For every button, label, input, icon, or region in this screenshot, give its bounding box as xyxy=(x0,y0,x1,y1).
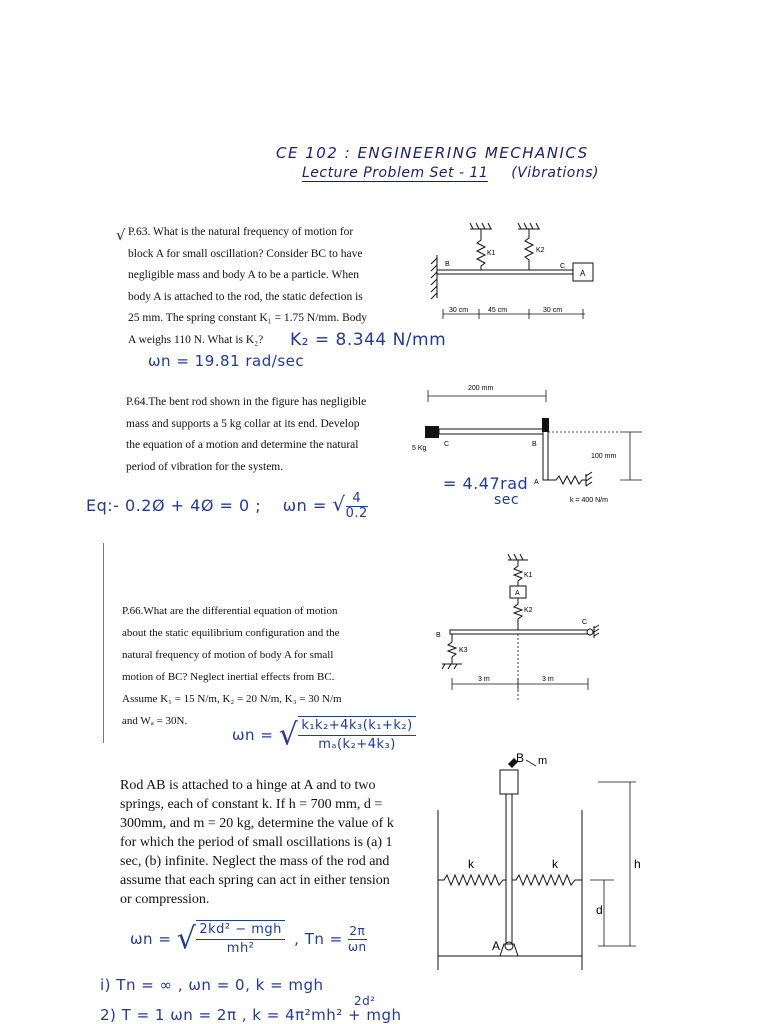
spring-k2 xyxy=(525,229,533,270)
p64-answer-eq: Eq:- 0.2Ø + 4Ø = 0 ; xyxy=(86,496,262,515)
collar-5kg xyxy=(425,426,439,438)
label-a: A xyxy=(580,269,586,278)
rod-wn-lhs: ωn = xyxy=(130,930,172,948)
label-c: C xyxy=(582,619,588,626)
rod-line: sec, (b) infinite. Neglect the mass of the rod and xyxy=(120,854,390,869)
p63-line: 25 mm. The spring constant K₁ = 1.75 N/mm. Body xyxy=(128,312,367,324)
p66-answer-lhs: ωn = xyxy=(232,726,274,744)
block-m xyxy=(500,770,518,794)
rod-line: for which the period of small oscillations is (a) 1 xyxy=(120,835,393,850)
rod-bc xyxy=(450,630,590,634)
p64-line: period of vibration for the system. xyxy=(126,460,284,473)
p66-line: about the static equilibrium configuration and the xyxy=(122,627,340,639)
label-b: B xyxy=(516,751,525,765)
label-k-right: k xyxy=(552,857,558,871)
rod-line: or compression. xyxy=(120,892,210,907)
label-m: m xyxy=(538,755,548,767)
rod-line: assume that each spring can act in either tension xyxy=(120,873,390,888)
rod-figure xyxy=(430,748,660,970)
subtitle-main: Lecture Problem Set - 11 xyxy=(302,165,489,181)
p63-answer-wn: ωn = 19.81 rad/sec xyxy=(148,352,305,370)
rod-line: Rod AB is attached to a hinge at A and to two xyxy=(120,778,376,793)
checkmark-icon: √ xyxy=(116,226,127,244)
spring-right xyxy=(512,875,582,885)
rod-wn-num: 2kd² − mgh xyxy=(196,921,285,940)
label-b: B xyxy=(445,261,450,268)
spring-k xyxy=(548,476,586,484)
label-c: C xyxy=(560,263,566,270)
rod-tn-lhs: , Tn = xyxy=(294,930,343,948)
lecture-subtitle xyxy=(302,165,599,181)
label-a: A xyxy=(492,939,501,953)
margin-line xyxy=(103,543,104,743)
rod-wn-den: mh² xyxy=(226,941,255,956)
p64-answer-wn: ωn = xyxy=(282,496,327,515)
rod-answer-line1: i) Tn = ∞ , ωn = 0, k = mgh xyxy=(100,976,324,994)
sqrt-icon: √ xyxy=(176,921,197,957)
label-k2: K2 xyxy=(536,247,545,254)
rod-line: 300mm, and m = 20 kg, determine the value of k xyxy=(120,816,394,831)
rod-ab xyxy=(506,794,512,946)
p63-line: block A for small oscillation? Consider BC to have xyxy=(128,247,363,260)
label-k-left: k xyxy=(468,857,474,871)
p66-text xyxy=(122,600,407,732)
label-h: h xyxy=(634,857,641,871)
p64-figure xyxy=(410,378,660,508)
p64-text xyxy=(126,392,406,478)
p64-line: the equation of a motion and determine the natural xyxy=(126,439,359,451)
label-5kg: 5 Kg xyxy=(412,445,427,452)
p63-line: body A is attached to the rod, the static defection is xyxy=(128,290,363,303)
label-k2: K2 xyxy=(524,607,533,614)
label-b: B xyxy=(532,441,537,448)
rod-answer-line2: 2) T = 1 ωn = 2π , k = 4π²mh² + mgh xyxy=(100,1006,402,1024)
rod-answer-line1-den: 2d² xyxy=(354,994,376,1008)
label-k3: K3 xyxy=(459,647,468,654)
dim-45cm: 45 cm xyxy=(488,307,508,314)
p66-line: natural frequency of motion of body A for small xyxy=(122,649,334,661)
wall-hatch xyxy=(431,255,437,299)
spring-k1 xyxy=(477,229,485,270)
label-c: C xyxy=(444,441,450,448)
p66-answer xyxy=(232,716,416,754)
label-k1: K1 xyxy=(524,572,533,579)
subtitle-paren: (Vibrations) xyxy=(511,165,599,181)
p63-figure xyxy=(425,220,605,330)
dim-3m-right: 3 m xyxy=(542,676,554,683)
p66-answer-num: k₁k₂+4k₃(k₁+k₂) xyxy=(298,717,415,736)
p66-line: and Wₐ = 30N. xyxy=(122,715,188,727)
label-k400: k = 400 N/m xyxy=(570,497,608,504)
dim-100mm: 100 mm xyxy=(591,453,617,460)
label-b: B xyxy=(436,632,441,639)
rod-answer-wn xyxy=(130,920,367,958)
label-k1: K1 xyxy=(487,250,496,257)
course-title: CE 102 : ENGINEERING MECHANICS xyxy=(276,144,589,162)
p66-line: motion of BC? Neglect inertial effects from BC. xyxy=(122,671,335,683)
dim-30cm-right: 30 cm xyxy=(543,307,563,314)
p66-line: P.66.What are the differential equation of motion xyxy=(122,605,338,617)
spring-k1 xyxy=(514,560,522,586)
label-d: d xyxy=(596,903,603,917)
rod-tn-num: 2π xyxy=(349,923,366,938)
p64-answer-value: = 4.47rad xyxy=(443,474,529,493)
sqrt-icon: √ xyxy=(332,492,346,516)
p66-line: Assume K₁ = 15 N/m, K₂ = 20 N/m, K₃ = 30 N/m xyxy=(122,693,342,705)
p63-line: negligible mass and body A to be a particle. When xyxy=(128,269,360,281)
p64-answer xyxy=(86,492,368,521)
bent-rod-horizontal xyxy=(439,429,545,434)
p64-answer-unit: sec xyxy=(494,492,520,508)
label-a: A xyxy=(515,590,520,597)
sqrt-icon: √ xyxy=(278,717,299,753)
dim-200mm: 200 mm xyxy=(468,385,494,392)
p64-frac-num: 4 xyxy=(346,492,368,507)
p66-answer-den: mₐ(k₂+4k₃) xyxy=(318,737,396,752)
p64-line: P.64.The bent rod shown in the figure has negligible xyxy=(126,396,367,408)
rod-text xyxy=(120,776,430,909)
label-a: A xyxy=(534,479,539,486)
p63-line: P.63. What is the natural frequency of motion for xyxy=(128,226,354,238)
spring-k2 xyxy=(514,598,522,630)
spring-left xyxy=(438,875,506,885)
p66-figure xyxy=(432,552,612,712)
spring-k3 xyxy=(448,634,456,664)
p63-answer-k2: K₂ = 8.344 N/mm xyxy=(290,330,447,350)
p64-line: mass and supports a 5 kg collar at its end. Develop xyxy=(126,417,360,430)
dim-30cm-left: 30 cm xyxy=(449,307,469,314)
rod-line: springs, each of constant k. If h = 700 mm, d = xyxy=(120,797,383,812)
rod-bc xyxy=(437,270,575,274)
p63-line: A weighs 110 N. What is K₂? xyxy=(128,333,264,346)
p64-frac-den: 0.2 xyxy=(345,506,368,521)
dim-3m-left: 3 m xyxy=(478,676,490,683)
rod-tn-den: ωn xyxy=(348,939,367,954)
